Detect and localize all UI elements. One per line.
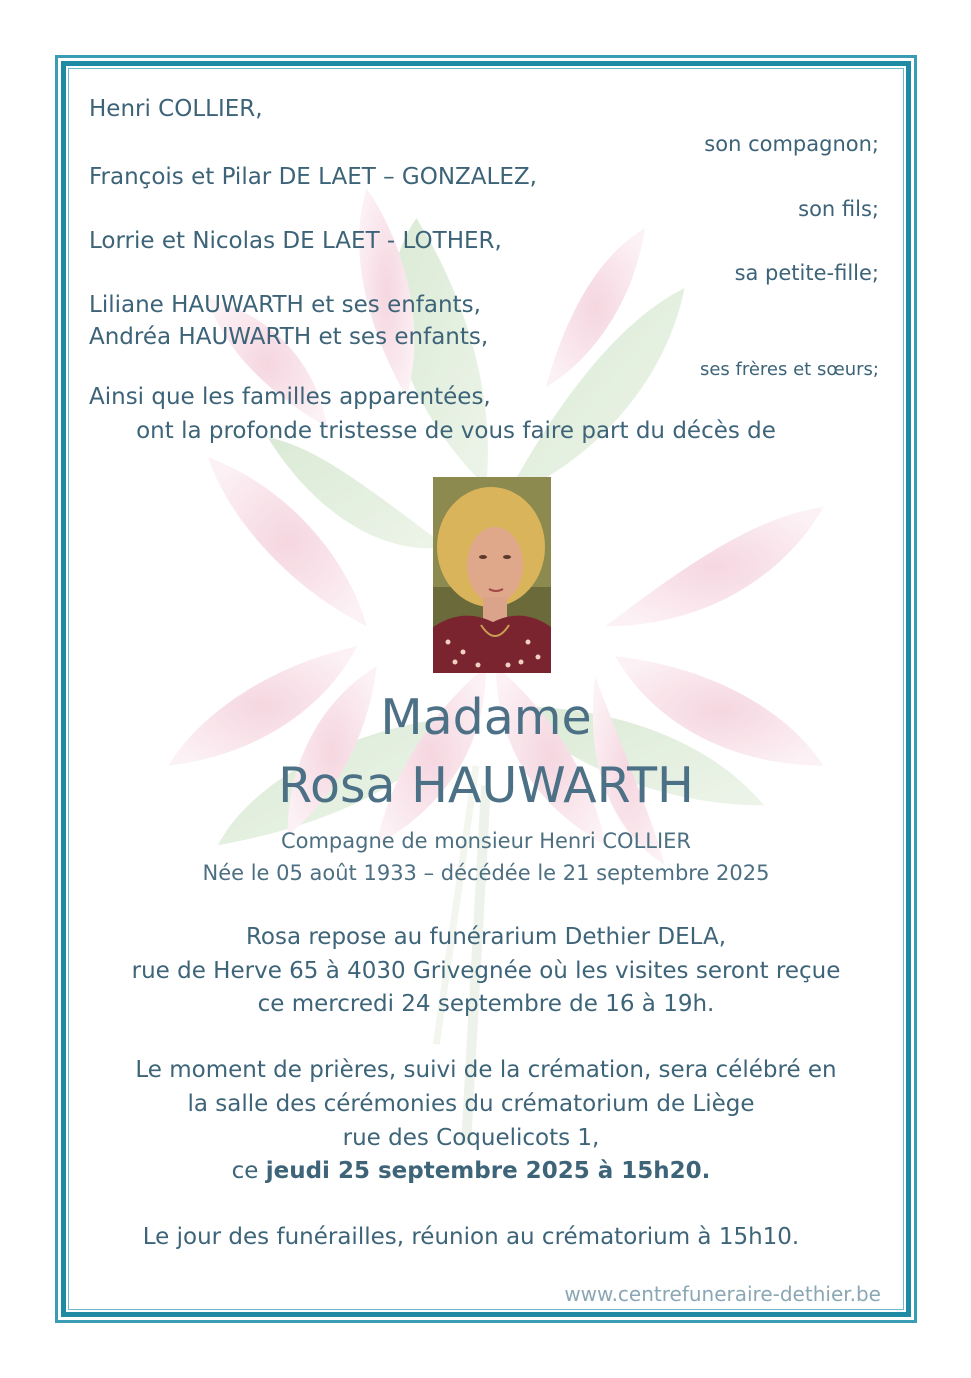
ceremony-line-2: la salle des cérémonies du crématorium de Liège (187, 1091, 755, 1117)
relation-son: son fils; (798, 197, 879, 221)
card-frame (55, 55, 917, 1323)
deceased-dates: Née le 05 août 1933 – décédée le 21 septembre 2025 (202, 861, 770, 885)
announcement-line: ont la profonde tristesse de vous faire part du décès de (136, 418, 776, 444)
family-line-1: Henri COLLIER, (89, 96, 263, 122)
visit-line-3: ce mercredi 24 septembre de 16 à 19h. (257, 991, 715, 1017)
family-line-5: Andréa HAUWARTH et ses enfants, (89, 324, 489, 350)
card-frame-inner (61, 61, 911, 1317)
family-line-2: François et Pilar DE LAET – GONZALEZ, (89, 164, 537, 190)
ceremony-line-4 (68, 1158, 888, 1184)
ceremony-line-3: rue des Coquelicots 1, (342, 1125, 600, 1151)
ceremony-line-1: Le moment de prières, suivi de la crémation, sera célébré en (135, 1057, 837, 1083)
portrait-photo (433, 477, 551, 673)
visit-line-1: Rosa repose au funérarium Dethier DELA, (245, 924, 727, 950)
relation-siblings: ses frères et sœurs; (699, 359, 879, 380)
visit-line-2: rue de Herve 65 à 4030 Grivegnée où les visites seront reçue (131, 958, 841, 984)
family-line-4: Liliane HAUWARTH et ses enfants, (89, 292, 481, 318)
family-line-3: Lorrie et Nicolas DE LAET - LOTHER, (89, 228, 502, 254)
relation-granddaughter: sa petite-fille; (734, 261, 879, 285)
funeral-meeting-line: Le jour des funérailles, réunion au crématorium à 15h10. (142, 1224, 800, 1250)
deceased-relation: Compagne de monsieur Henri COLLIER (280, 829, 692, 853)
family-line-6: Ainsi que les familles apparentées, (89, 384, 491, 410)
website-link[interactable]: www.centrefuneraire-dethier.be (564, 1282, 881, 1306)
ceremony-date-prefix: ce (231, 1158, 266, 1184)
deceased-name: Rosa HAUWARTH (278, 757, 694, 814)
ceremony-date: jeudi 25 septembre 2025 à 15h20. (265, 1158, 711, 1184)
deceased-title: Madame (380, 689, 592, 746)
card-area (68, 68, 904, 1310)
relation-companion: son compagnon; (704, 132, 879, 156)
